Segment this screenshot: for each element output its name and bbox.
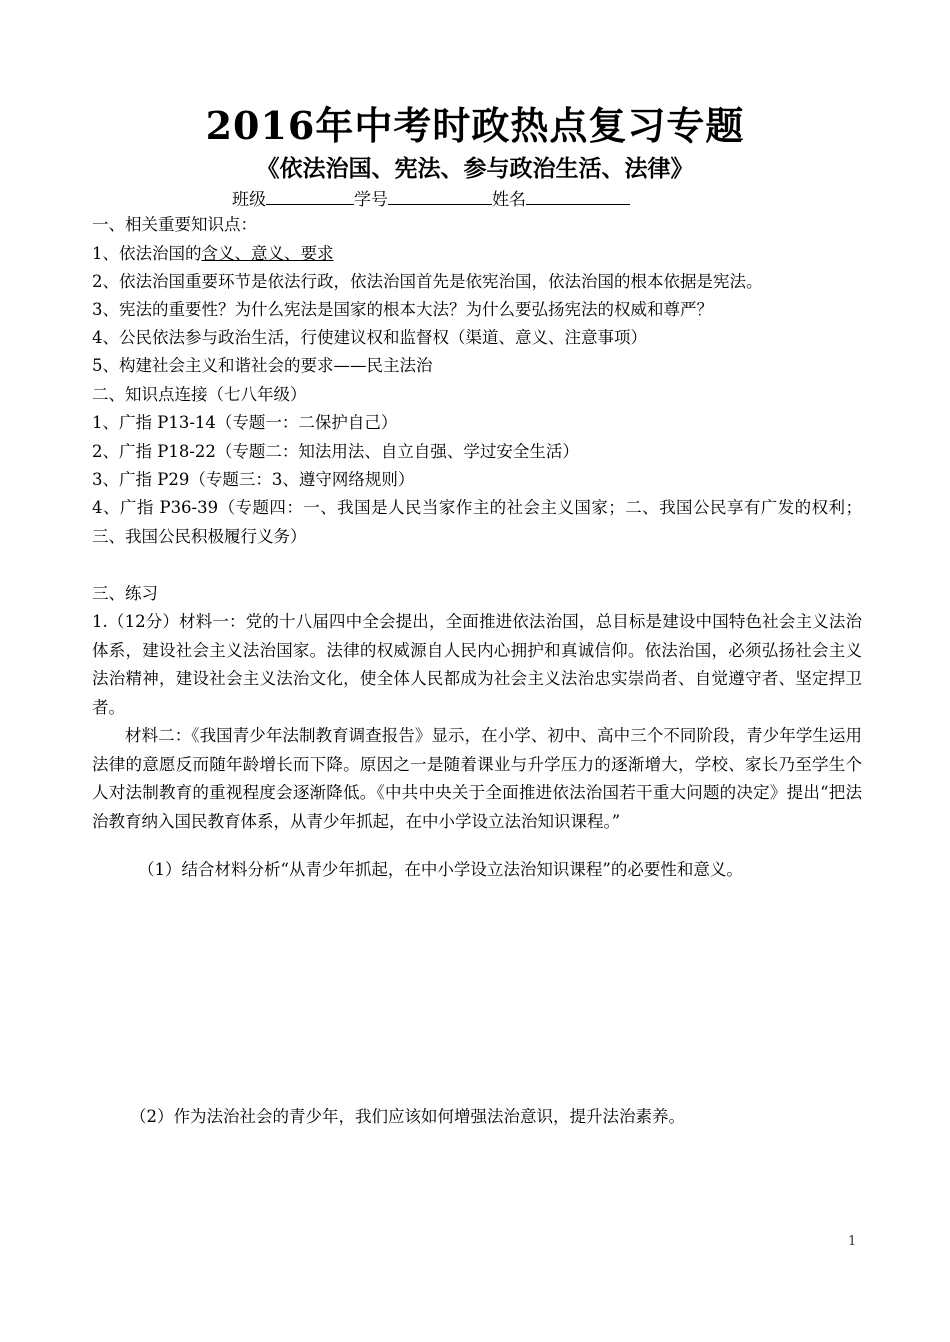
section1-item1-underlined: 含义、意义、要求	[201, 244, 334, 263]
section1-item3: 3、宪法的重要性？为什么宪法是国家的根本大法？为什么要弘扬宪法的权威和尊严？	[92, 300, 713, 319]
section2-item2: 2、广指 P18-22（专题二：知法用法、自立自强、学过安全生活）	[92, 442, 579, 461]
section1-item4: 4、公民依法参与政治生活，行使建议权和监督权（渠道、意义、注意事项）	[92, 328, 647, 347]
section2-item4: 4、广指 P36-39（专题四：一、我国是人民当家作主的社会主义国家；二、我国公民享有广发的权利；三、我国公民积极履行义务）	[92, 498, 862, 546]
question-one: （1）结合材料分析“从青少年抓起，在中小学设立法治知识课程”的必要性和意义。	[138, 860, 743, 879]
material-one: 1.（12分）材料一：党的十八届四中全会提出，全面推进依法治国，总目标是建设中国特色社会主义法治体系，建设社会主义法治国家。法律的权威源自人民内心拥护和真诚信仰。依法治国，必须弘扬社会主义法治精神，建设社会主义法治文化，使全体人民都成为社会主义法治忠实崇尚者、自觉遵守者、坚定捍卫者。	[92, 612, 862, 717]
section1-item5: 5、构建社会主义和谐社会的要求——民主法治	[92, 356, 433, 375]
section2-heading: 二、知识点连接（七八年级）	[92, 385, 307, 404]
document-subtitle: 《依法治国、宪法、参与政治生活、法律》	[256, 155, 694, 182]
number-blank[interactable]	[388, 185, 492, 205]
page-number: 1	[848, 1234, 857, 1249]
section2-item3: 3、广指 P29（专题三：3、遵守网络规则）	[92, 470, 415, 489]
class-blank[interactable]	[266, 185, 354, 205]
name-label: 姓名	[492, 190, 526, 210]
class-label: 班级	[232, 190, 266, 210]
student-info-line	[232, 185, 630, 213]
question-two: （2）作为法治社会的青少年，我们应该如何增强法治意识，提升法治素养。	[130, 1107, 685, 1126]
section3-heading: 三、练习	[92, 584, 158, 603]
section1-item1	[92, 240, 334, 268]
section1-heading: 一、相关重要知识点：	[92, 215, 257, 234]
section2-item1: 1、广指 P13-14（专题一：二保护自己）	[92, 413, 398, 432]
document-title: 2016年中考时政热点复习专题	[205, 103, 745, 148]
material-two: 材料二：《我国青少年法制教育调查报告》显示，在小学、初中、高中三个不同阶段，青少年学生运用法律的意愿反而随年龄增长而下降。原因之一是随着课业与升学压力的逐渐增大，学校、家长乃至学生个人对法制教育的重视程度会逐渐降低。《中共中央关于全面推进依法治国若干重大问题的决定》提出“把法治教育纳入国民教育体系，从青少年抓起，在中小学设立法治知识课程。”	[92, 726, 862, 831]
section1-item1-prefix: 1、依法治国的	[92, 244, 202, 263]
name-blank[interactable]	[526, 185, 630, 205]
number-label: 学号	[354, 190, 388, 210]
section1-item2: 2、依法治国重要环节是依法行政，依法治国首先是依宪治国，依法治国的根本依据是宪法。	[92, 272, 763, 291]
